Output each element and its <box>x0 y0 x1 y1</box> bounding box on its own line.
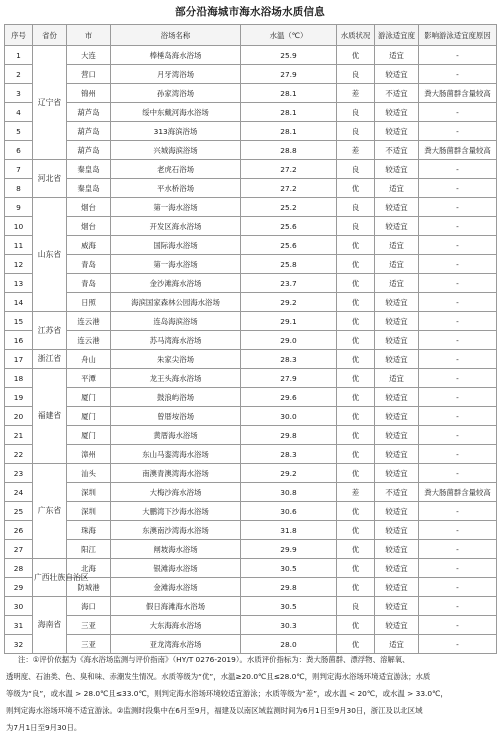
note-line: 为7月1日至9月30日。 <box>6 723 82 732</box>
cell-reason: - <box>419 616 497 635</box>
cell-temp: 29.2 <box>241 464 337 483</box>
cell-beach: 曾厝垵浴场 <box>111 407 241 426</box>
header-suitability: 游泳适宜度 <box>375 25 419 46</box>
table-row <box>5 217 497 236</box>
cell-reason: - <box>419 160 497 179</box>
cell-quality: 优 <box>337 445 375 464</box>
cell-beach: 苏马湾海水浴场 <box>111 331 241 350</box>
cell-temp: 31.8 <box>241 521 337 540</box>
table-row <box>5 445 497 464</box>
cell-province: 海南省 <box>33 597 67 654</box>
cell-city: 葫芦岛 <box>67 122 111 141</box>
cell-temp: 28.8 <box>241 141 337 160</box>
cell-no: 22 <box>5 445 33 464</box>
cell-no: 12 <box>5 255 33 274</box>
cell-temp: 27.2 <box>241 179 337 198</box>
page-title: 部分沿海城市海水浴场水质信息 <box>175 6 325 18</box>
cell-quality: 良 <box>337 198 375 217</box>
table-row <box>5 103 497 122</box>
cell-reason: - <box>419 255 497 274</box>
cell-reason: - <box>419 46 497 65</box>
cell-suitability: 不适宜 <box>375 141 419 160</box>
cell-reason: - <box>419 597 497 616</box>
cell-beach: 兴城海滨浴场 <box>111 141 241 160</box>
cell-no: 13 <box>5 274 33 293</box>
cell-city: 三亚 <box>67 635 111 654</box>
cell-beach: 大鹏湾下沙海水浴场 <box>111 502 241 521</box>
note-line: 注：①评价依据为《海水浴场监测与评价指南》（HY/T 0276-2019）。水质评价指标为：粪大肠菌群、漂浮物、溶解氧、 <box>18 655 410 664</box>
cell-city: 秦皇岛 <box>67 179 111 198</box>
cell-temp: 27.2 <box>241 160 337 179</box>
cell-temp: 30.5 <box>241 559 337 578</box>
cell-suitability: 较适宜 <box>375 521 419 540</box>
cell-no: 20 <box>5 407 33 426</box>
cell-no: 19 <box>5 388 33 407</box>
cell-reason: - <box>419 103 497 122</box>
footnotes <box>6 651 494 736</box>
cell-no: 9 <box>5 198 33 217</box>
cell-beach: 南澳青澳湾海水浴场 <box>111 464 241 483</box>
cell-suitability: 较适宜 <box>375 502 419 521</box>
cell-no: 21 <box>5 426 33 445</box>
cell-temp: 30.6 <box>241 502 337 521</box>
cell-quality: 优 <box>337 635 375 654</box>
cell-quality: 优 <box>337 464 375 483</box>
cell-suitability: 较适宜 <box>375 350 419 369</box>
cell-reason: - <box>419 388 497 407</box>
cell-city: 营口 <box>67 65 111 84</box>
cell-city: 厦门 <box>67 407 111 426</box>
cell-quality: 良 <box>337 217 375 236</box>
note-line: 则判定海水浴场环境不适宜游泳。②监测时段集中在6月至9月，福建及以南区域监测时间为6月1日至9月30日，浙江及以北区域 <box>6 706 423 715</box>
cell-city: 深圳 <box>67 502 111 521</box>
cell-reason: - <box>419 635 497 654</box>
table-row <box>5 616 497 635</box>
table-row <box>5 350 497 369</box>
cell-reason: - <box>419 236 497 255</box>
cell-temp: 30.5 <box>241 597 337 616</box>
cell-suitability: 较适宜 <box>375 540 419 559</box>
header-beach: 浴场名称 <box>111 25 241 46</box>
cell-quality: 优 <box>337 616 375 635</box>
cell-reason: - <box>419 217 497 236</box>
cell-no: 28 <box>5 559 33 578</box>
cell-reason: - <box>419 369 497 388</box>
cell-temp: 28.3 <box>241 445 337 464</box>
cell-reason: - <box>419 293 497 312</box>
cell-no: 5 <box>5 122 33 141</box>
cell-no: 7 <box>5 160 33 179</box>
table-row <box>5 331 497 350</box>
cell-suitability: 较适宜 <box>375 388 419 407</box>
cell-quality: 差 <box>337 483 375 502</box>
cell-temp: 28.1 <box>241 84 337 103</box>
table-row <box>5 483 497 502</box>
cell-reason: - <box>419 426 497 445</box>
table-row <box>5 369 497 388</box>
cell-reason: 粪大肠菌群含量较高 <box>419 141 497 160</box>
cell-suitability: 不适宜 <box>375 84 419 103</box>
cell-city: 威海 <box>67 236 111 255</box>
cell-suitability: 适宜 <box>375 46 419 65</box>
cell-beach: 龙王头海水浴场 <box>111 369 241 388</box>
cell-beach: 闸坡海水浴场 <box>111 540 241 559</box>
cell-province: 辽宁省 <box>33 46 67 160</box>
header-reason: 影响游泳适宜度原因 <box>419 25 497 46</box>
header-city: 市 <box>67 25 111 46</box>
cell-reason: - <box>419 122 497 141</box>
cell-beach: 棒棰岛海水浴场 <box>111 46 241 65</box>
table-row <box>5 160 497 179</box>
table-row <box>5 502 497 521</box>
cell-suitability: 较适宜 <box>375 445 419 464</box>
cell-temp: 29.9 <box>241 540 337 559</box>
cell-city: 葫芦岛 <box>67 103 111 122</box>
cell-no: 4 <box>5 103 33 122</box>
cell-temp: 29.1 <box>241 312 337 331</box>
cell-temp: 25.6 <box>241 217 337 236</box>
cell-temp: 27.9 <box>241 369 337 388</box>
cell-reason: - <box>419 350 497 369</box>
table-row <box>5 141 497 160</box>
header-quality: 水质状况 <box>337 25 375 46</box>
cell-suitability: 较适宜 <box>375 559 419 578</box>
cell-no: 8 <box>5 179 33 198</box>
cell-quality: 良 <box>337 103 375 122</box>
cell-province: 福建省 <box>33 369 67 464</box>
cell-beach: 第一海水浴场 <box>111 255 241 274</box>
cell-beach: 黄厝海水浴场 <box>111 426 241 445</box>
cell-city: 大连 <box>67 46 111 65</box>
cell-quality: 优 <box>337 388 375 407</box>
cell-temp: 23.7 <box>241 274 337 293</box>
cell-no: 1 <box>5 46 33 65</box>
cell-suitability: 适宜 <box>375 179 419 198</box>
cell-reason: - <box>419 540 497 559</box>
cell-no: 26 <box>5 521 33 540</box>
cell-quality: 良 <box>337 160 375 179</box>
cell-suitability: 适宜 <box>375 369 419 388</box>
cell-beach: 东澳南沙湾海水浴场 <box>111 521 241 540</box>
cell-suitability: 较适宜 <box>375 312 419 331</box>
cell-beach: 绥中东戴河海水浴场 <box>111 103 241 122</box>
table-row <box>5 464 497 483</box>
cell-quality: 优 <box>337 426 375 445</box>
cell-city: 日照 <box>67 293 111 312</box>
cell-city: 连云港 <box>67 331 111 350</box>
cell-suitability: 较适宜 <box>375 426 419 445</box>
cell-beach: 313海滨浴场 <box>111 122 241 141</box>
cell-beach: 大东海海水浴场 <box>111 616 241 635</box>
cell-beach: 金滩海水浴场 <box>111 578 241 597</box>
cell-beach: 鼓浪屿浴场 <box>111 388 241 407</box>
cell-quality: 优 <box>337 255 375 274</box>
cell-reason: - <box>419 407 497 426</box>
note-line: 等级为“良”，或水温 > 28.0℃且≤33.0℃，则判定海水浴场环境较适宜游泳；水质等级为“差”，或水温 < 20℃，或水温 > 33.0℃， <box>6 689 448 698</box>
cell-quality: 优 <box>337 179 375 198</box>
cell-no: 17 <box>5 350 33 369</box>
cell-quality: 优 <box>337 293 375 312</box>
cell-beach: 亚龙湾海水浴场 <box>111 635 241 654</box>
cell-reason: 粪大肠菌群含量较高 <box>419 84 497 103</box>
cell-city: 舟山 <box>67 350 111 369</box>
cell-temp: 29.8 <box>241 578 337 597</box>
table-row <box>5 559 497 578</box>
cell-province: 广西壮族自治区 <box>33 559 67 597</box>
cell-province: 浙江省 <box>33 350 67 369</box>
header-no: 序号 <box>5 25 33 46</box>
cell-suitability: 较适宜 <box>375 217 419 236</box>
cell-suitability: 较适宜 <box>375 65 419 84</box>
cell-reason: - <box>419 559 497 578</box>
header-province: 省份 <box>33 25 67 46</box>
cell-suitability: 较适宜 <box>375 160 419 179</box>
cell-temp: 30.0 <box>241 407 337 426</box>
cell-no: 24 <box>5 483 33 502</box>
cell-quality: 优 <box>337 540 375 559</box>
cell-temp: 25.8 <box>241 255 337 274</box>
cell-beach: 大梅沙海水浴场 <box>111 483 241 502</box>
table-row <box>5 65 497 84</box>
table-row <box>5 521 497 540</box>
cell-quality: 良 <box>337 122 375 141</box>
cell-city: 连云港 <box>67 312 111 331</box>
cell-city: 防城港 <box>67 578 111 597</box>
cell-quality: 优 <box>337 331 375 350</box>
table-body <box>5 46 497 654</box>
cell-reason: - <box>419 578 497 597</box>
cell-no: 29 <box>5 578 33 597</box>
cell-city: 厦门 <box>67 388 111 407</box>
cell-suitability: 适宜 <box>375 274 419 293</box>
cell-reason: - <box>419 65 497 84</box>
cell-no: 15 <box>5 312 33 331</box>
cell-temp: 25.9 <box>241 46 337 65</box>
cell-city: 阳江 <box>67 540 111 559</box>
cell-suitability: 较适宜 <box>375 103 419 122</box>
cell-temp: 29.8 <box>241 426 337 445</box>
cell-temp: 28.1 <box>241 103 337 122</box>
cell-temp: 29.0 <box>241 331 337 350</box>
cell-no: 25 <box>5 502 33 521</box>
cell-suitability: 不适宜 <box>375 483 419 502</box>
cell-reason: - <box>419 445 497 464</box>
table-header <box>5 25 497 46</box>
cell-reason: - <box>419 502 497 521</box>
table-row <box>5 179 497 198</box>
water-quality-table <box>4 24 497 654</box>
cell-city: 深圳 <box>67 483 111 502</box>
cell-reason: - <box>419 464 497 483</box>
cell-reason: - <box>419 312 497 331</box>
cell-quality: 优 <box>337 312 375 331</box>
cell-city: 北海 <box>67 559 111 578</box>
cell-temp: 29.6 <box>241 388 337 407</box>
cell-beach: 平水桥浴场 <box>111 179 241 198</box>
cell-no: 18 <box>5 369 33 388</box>
cell-no: 23 <box>5 464 33 483</box>
cell-beach: 连岛海滨浴场 <box>111 312 241 331</box>
cell-quality: 优 <box>337 502 375 521</box>
cell-province: 河北省 <box>33 160 67 198</box>
cell-beach: 金沙滩海水浴场 <box>111 274 241 293</box>
cell-no: 6 <box>5 141 33 160</box>
cell-suitability: 较适宜 <box>375 464 419 483</box>
cell-suitability: 较适宜 <box>375 293 419 312</box>
table-row <box>5 293 497 312</box>
cell-temp: 25.6 <box>241 236 337 255</box>
cell-quality: 差 <box>337 141 375 160</box>
cell-no: 10 <box>5 217 33 236</box>
cell-quality: 优 <box>337 350 375 369</box>
cell-temp: 28.0 <box>241 635 337 654</box>
cell-suitability: 适宜 <box>375 236 419 255</box>
cell-beach: 假日海滩海水浴场 <box>111 597 241 616</box>
cell-reason: - <box>419 179 497 198</box>
cell-city: 烟台 <box>67 217 111 236</box>
table-row <box>5 84 497 103</box>
table-row <box>5 597 497 616</box>
cell-reason: - <box>419 274 497 293</box>
cell-temp: 28.1 <box>241 122 337 141</box>
cell-suitability: 较适宜 <box>375 407 419 426</box>
cell-no: 30 <box>5 597 33 616</box>
cell-beach: 朱家尖浴场 <box>111 350 241 369</box>
table-row <box>5 426 497 445</box>
cell-city: 汕头 <box>67 464 111 483</box>
cell-province: 江苏省 <box>33 312 67 350</box>
cell-beach: 海滨国家森林公园海水浴场 <box>111 293 241 312</box>
cell-no: 2 <box>5 65 33 84</box>
cell-temp: 25.2 <box>241 198 337 217</box>
note-line: 透明度、石油类、色、臭和味、赤潮发生情况。水质等级为“优”，水温≥20.0℃且≤28.0℃，则判定海水浴场环境适宜游泳；水质 <box>6 672 431 681</box>
cell-quality: 优 <box>337 407 375 426</box>
cell-quality: 优 <box>337 559 375 578</box>
cell-city: 葫芦岛 <box>67 141 111 160</box>
cell-suitability: 较适宜 <box>375 616 419 635</box>
table-row <box>5 274 497 293</box>
table-row <box>5 198 497 217</box>
cell-suitability: 较适宜 <box>375 597 419 616</box>
cell-temp: 30.3 <box>241 616 337 635</box>
cell-beach: 国际海水浴场 <box>111 236 241 255</box>
cell-quality: 良 <box>337 65 375 84</box>
cell-city: 烟台 <box>67 198 111 217</box>
cell-no: 14 <box>5 293 33 312</box>
cell-quality: 良 <box>337 597 375 616</box>
header-temp: 水温（℃） <box>241 25 337 46</box>
cell-suitability: 较适宜 <box>375 331 419 350</box>
cell-reason: 粪大肠菌群含量较高 <box>419 483 497 502</box>
cell-city: 锦州 <box>67 84 111 103</box>
cell-beach: 开发区海水浴场 <box>111 217 241 236</box>
cell-temp: 30.8 <box>241 483 337 502</box>
cell-reason: - <box>419 521 497 540</box>
cell-province: 山东省 <box>33 198 67 312</box>
cell-quality: 优 <box>337 369 375 388</box>
cell-city: 青岛 <box>67 274 111 293</box>
cell-reason: - <box>419 331 497 350</box>
table-row <box>5 122 497 141</box>
table-row <box>5 388 497 407</box>
cell-quality: 差 <box>337 84 375 103</box>
cell-suitability: 较适宜 <box>375 122 419 141</box>
cell-province: 广东省 <box>33 464 67 559</box>
cell-city: 秦皇岛 <box>67 160 111 179</box>
cell-city: 平潭 <box>67 369 111 388</box>
cell-no: 16 <box>5 331 33 350</box>
cell-beach: 第一海水浴场 <box>111 198 241 217</box>
cell-city: 珠海 <box>67 521 111 540</box>
cell-suitability: 适宜 <box>375 635 419 654</box>
cell-city: 漳州 <box>67 445 111 464</box>
table-row <box>5 312 497 331</box>
cell-reason: - <box>419 198 497 217</box>
cell-city: 三亚 <box>67 616 111 635</box>
cell-suitability: 适宜 <box>375 255 419 274</box>
cell-beach: 老虎石浴场 <box>111 160 241 179</box>
cell-no: 27 <box>5 540 33 559</box>
cell-city: 厦门 <box>67 426 111 445</box>
table-row <box>5 236 497 255</box>
cell-no: 11 <box>5 236 33 255</box>
table-row <box>5 255 497 274</box>
cell-temp: 28.3 <box>241 350 337 369</box>
cell-beach: 孙家湾浴场 <box>111 84 241 103</box>
cell-quality: 优 <box>337 274 375 293</box>
cell-quality: 优 <box>337 521 375 540</box>
cell-quality: 优 <box>337 46 375 65</box>
cell-quality: 优 <box>337 236 375 255</box>
cell-suitability: 较适宜 <box>375 198 419 217</box>
cell-suitability: 较适宜 <box>375 578 419 597</box>
cell-no: 32 <box>5 635 33 654</box>
cell-no: 31 <box>5 616 33 635</box>
cell-quality: 优 <box>337 578 375 597</box>
cell-city: 海口 <box>67 597 111 616</box>
cell-temp: 29.2 <box>241 293 337 312</box>
cell-temp: 27.9 <box>241 65 337 84</box>
table-row <box>5 540 497 559</box>
table-row <box>5 46 497 65</box>
cell-beach: 东山马銮湾海水浴场 <box>111 445 241 464</box>
cell-city: 青岛 <box>67 255 111 274</box>
table-row <box>5 407 497 426</box>
cell-beach: 月牙湾浴场 <box>111 65 241 84</box>
cell-beach: 银滩海水浴场 <box>111 559 241 578</box>
cell-no: 3 <box>5 84 33 103</box>
